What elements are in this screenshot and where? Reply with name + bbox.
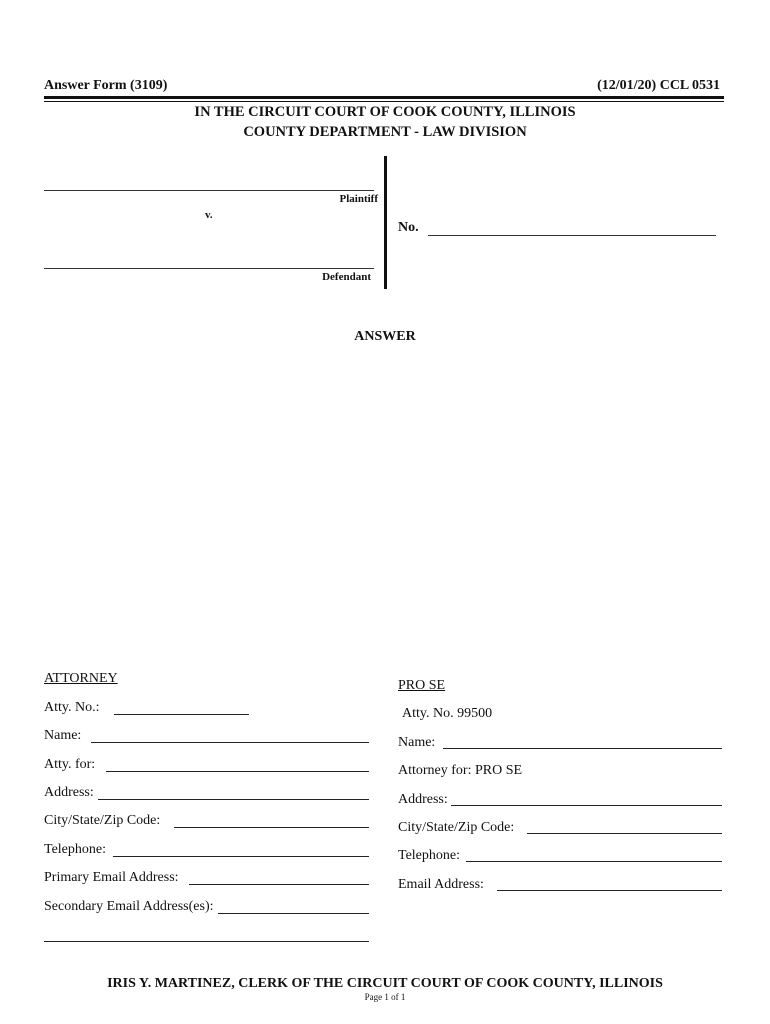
attorney-telephone-field[interactable]	[113, 856, 369, 857]
atty-for-label: Atty. for:	[44, 757, 96, 772]
clerk-footer: IRIS Y. MARTINEZ, CLERK OF THE CIRCUIT COURT OF COOK COUNTY, ILLINOIS	[107, 976, 663, 991]
pro-se-email-field[interactable]	[497, 890, 722, 891]
pro-se-city-field[interactable]	[527, 833, 722, 834]
secondary-email-label: Secondary Email Address(es):	[44, 899, 214, 914]
attorney-address-field[interactable]	[98, 799, 369, 800]
case-number-field[interactable]	[428, 221, 716, 236]
pro-se-city-label: City/State/Zip Code:	[398, 820, 515, 835]
caption-divider	[384, 156, 387, 289]
case-number-label: No.	[398, 220, 419, 235]
court-department: COUNTY DEPARTMENT - LAW DIVISION	[243, 124, 527, 140]
secondary-email-extra-field[interactable]	[44, 941, 369, 942]
plaintiff-field[interactable]	[44, 178, 374, 191]
pro-se-address-label: Address:	[398, 792, 448, 807]
document-title: ANSWER	[354, 329, 416, 344]
attorney-name-field[interactable]	[91, 742, 369, 743]
secondary-email-field[interactable]	[218, 913, 369, 914]
attorney-city-label: City/State/Zip Code:	[44, 813, 161, 828]
pro-se-atty-no: Atty. No. 99500	[402, 706, 493, 721]
header-rule-thin	[44, 101, 724, 102]
pro-se-name-field[interactable]	[443, 748, 722, 749]
plaintiff-label: Plaintiff	[339, 193, 378, 205]
atty-for-field[interactable]	[106, 771, 369, 772]
pro-se-address-field[interactable]	[451, 805, 722, 806]
atty-no-label: Atty. No.:	[44, 700, 100, 715]
header-rule-thick	[44, 96, 724, 99]
defendant-field[interactable]	[44, 256, 374, 269]
form-code: (12/01/20) CCL 0531	[597, 78, 720, 93]
court-name: IN THE CIRCUIT COURT OF COOK COUNTY, ILLINOIS	[194, 104, 576, 120]
attorney-telephone-label: Telephone:	[44, 842, 106, 857]
pro-se-telephone-label: Telephone:	[398, 848, 460, 863]
page-number: Page 1 of 1	[364, 992, 406, 1002]
pro-se-heading: PRO SE	[398, 678, 446, 693]
pro-se-name-label: Name:	[398, 735, 436, 750]
atty-no-field[interactable]	[114, 714, 249, 715]
pro-se-telephone-field[interactable]	[466, 861, 722, 862]
attorney-address-label: Address:	[44, 785, 94, 800]
primary-email-field[interactable]	[189, 884, 369, 885]
form-id: Answer Form (3109)	[44, 78, 168, 93]
pro-se-email-label: Email Address:	[398, 877, 484, 892]
pro-se-attorney-for: Attorney for: PRO SE	[398, 763, 523, 778]
attorney-name-label: Name:	[44, 728, 82, 743]
defendant-label: Defendant	[322, 271, 371, 283]
primary-email-label: Primary Email Address:	[44, 870, 179, 885]
attorney-heading: ATTORNEY	[44, 671, 118, 686]
versus-label: v.	[205, 209, 213, 221]
attorney-city-field[interactable]	[174, 827, 369, 828]
